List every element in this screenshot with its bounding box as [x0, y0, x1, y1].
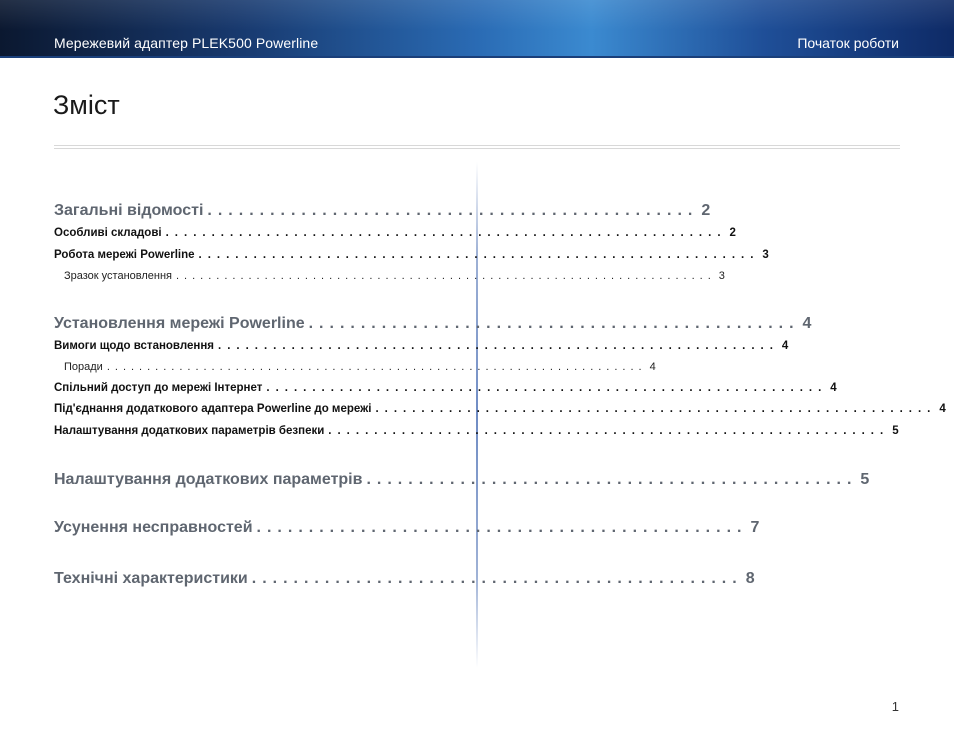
toc-leader-dots: ...............................................: [207, 202, 699, 219]
toc-entry-label: Поради: [64, 361, 103, 373]
toc-leader-dots: .............................................................: [328, 425, 890, 437]
header-section-title: Початок роботи: [797, 35, 899, 51]
toc-entry-page: 7: [750, 519, 760, 536]
toc-leader-dots: .............................................................: [218, 340, 779, 352]
toc-leader-dots: ...............................................: [366, 471, 858, 488]
toc-entry[interactable]: [54, 202, 711, 220]
toc-entry-page: 3: [718, 270, 725, 282]
toc-entry-label: Технічні характеристики: [54, 570, 248, 587]
toc-entry-label: Усунення несправностей: [54, 519, 253, 536]
toc-entry[interactable]: [64, 361, 656, 373]
toc-entry-page: 5: [860, 471, 870, 488]
toc-leader-dots: ...............................................: [308, 315, 800, 332]
header-banner: [0, 0, 954, 58]
toc-entry[interactable]: [54, 340, 789, 352]
toc-entry[interactable]: [64, 270, 725, 282]
toc-entry-label: Вимоги щодо встановлення: [54, 340, 215, 352]
toc-entry-label: Під'єднання додаткового адаптера Powerline до мережі: [54, 403, 372, 415]
toc-leader-dots: .............................................................: [165, 227, 727, 239]
toc-entry[interactable]: [54, 425, 899, 437]
toc-entry-label: Зразок установлення: [64, 270, 172, 282]
toc-entry-page: 2: [701, 202, 711, 219]
toc-leader-dots: ...................................................................: [176, 270, 716, 282]
toc-leader-dots: ...................................................................: [106, 361, 647, 373]
toc-leader-dots: ...............................................: [256, 519, 748, 536]
toc-entry-page: 2: [729, 227, 736, 239]
toc-entry-page: 8: [745, 570, 755, 587]
toc-entry-label: Спільний доступ до мережі Інтернет: [54, 382, 263, 394]
toc-entry[interactable]: [54, 570, 755, 588]
page-title: Зміст: [53, 90, 120, 120]
toc-entry-label: Налаштування додаткових параметрів безпеки: [54, 425, 325, 437]
toc-entry[interactable]: [54, 382, 837, 394]
toc-entry-page: 4: [649, 361, 656, 373]
toc-leader-dots: .............................................................: [266, 382, 828, 394]
header-product-title: Мережевий адаптер PLEK500 Powerline: [54, 35, 319, 51]
toc-entry-page: 4: [830, 382, 837, 394]
toc-leader-dots: .............................................................: [375, 403, 937, 415]
toc-entry[interactable]: [54, 403, 946, 415]
toc-leader-dots: .............................................................: [198, 249, 760, 261]
toc-entry[interactable]: [54, 315, 812, 333]
toc-entry-page: 4: [939, 403, 946, 415]
toc-entry-label: Установлення мережі Powerline: [54, 315, 305, 332]
toc-entry-label: Робота мережі Powerline: [54, 249, 195, 261]
page-number: 1: [891, 699, 899, 714]
toc-entry-label: Загальні відомості: [54, 202, 204, 219]
toc-entry[interactable]: [54, 471, 870, 489]
toc-entry-page: 3: [762, 249, 769, 261]
toc-entry-page: 4: [781, 340, 789, 352]
toc-entry[interactable]: [54, 249, 769, 261]
title-rule-bottom: [54, 148, 900, 149]
toc-entry-page: 4: [802, 315, 812, 332]
toc-entry-page: 5: [892, 425, 899, 437]
toc-leader-dots: ...............................................: [251, 570, 743, 587]
toc-entry[interactable]: [54, 227, 736, 239]
header-stripe: [0, 56, 954, 58]
toc-entry-label: Особливі складові: [54, 227, 162, 239]
title-rule-top: [54, 145, 900, 146]
toc-entry[interactable]: [54, 519, 760, 537]
toc-entry-label: Налаштування додаткових параметрів: [54, 471, 363, 488]
